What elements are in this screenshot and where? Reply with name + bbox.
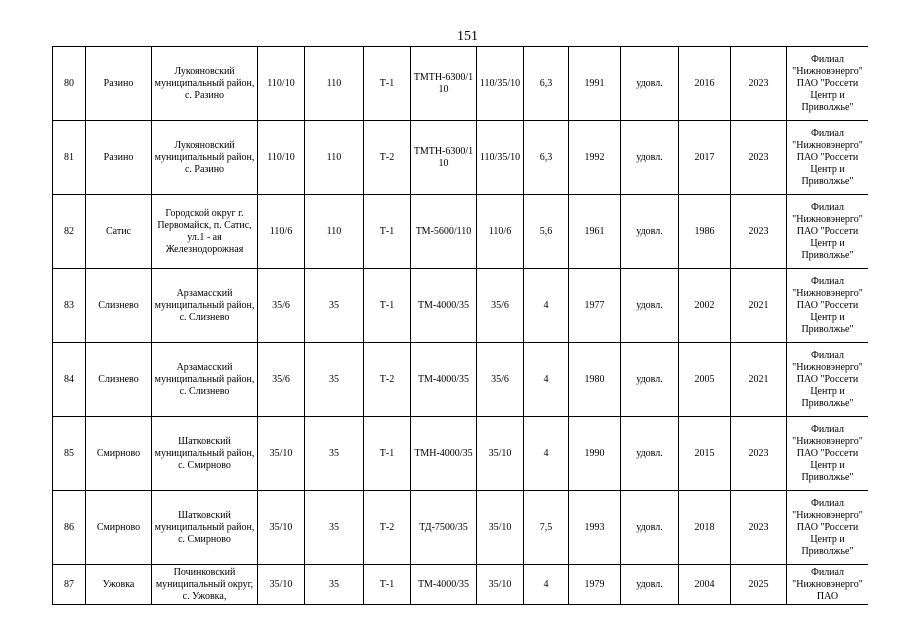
row-number-cell: 86 [53,491,86,565]
transformer-number-cell: Т-1 [364,47,411,121]
owner-cell: Филиал "Нижновэнерго" ПАО "Россети Центр и Приволжье" [787,121,869,195]
transformer-number-cell: Т-2 [364,343,411,417]
condition-cell: удовл. [621,491,679,565]
location-cell: Починковский муниципальный округ, с. Ужовка, [152,565,258,605]
last-repair-year-cell: 2005 [679,343,731,417]
rated-voltage-cell: 35 [305,491,364,565]
voltage-class-cell: 110/10 [258,121,305,195]
transformer-type-cell: ТМТН-6300/110 [411,47,477,121]
substation-name-cell: Слизнево [86,269,152,343]
location-cell: Арзамасский муниципальный район, с. Слизнево [152,343,258,417]
voltage-ratio-cell: 110/35/10 [477,47,524,121]
table-body [53,47,869,605]
owner-cell: Филиал "Нижновэнерго" ПАО "Россети Центр и Приволжье" [787,491,869,565]
last-repair-year-cell: 1986 [679,195,731,269]
transformer-number-cell: Т-2 [364,491,411,565]
transformer-number-cell: Т-2 [364,121,411,195]
transformer-type-cell: ТМ-4000/35 [411,565,477,605]
voltage-class-cell: 110/10 [258,47,305,121]
next-repair-year-cell: 2025 [731,565,787,605]
last-repair-year-cell: 2018 [679,491,731,565]
last-repair-year-cell: 2015 [679,417,731,491]
transformer-type-cell: ТМ-4000/35 [411,343,477,417]
table-row [53,417,869,491]
table-row [53,491,869,565]
year-commissioned-cell: 1961 [569,195,621,269]
voltage-class-cell: 35/10 [258,417,305,491]
rated-voltage-cell: 35 [305,565,364,605]
voltage-ratio-cell: 35/6 [477,343,524,417]
last-repair-year-cell: 2004 [679,565,731,605]
next-repair-year-cell: 2023 [731,417,787,491]
voltage-ratio-cell: 35/10 [477,417,524,491]
condition-cell: удовл. [621,195,679,269]
location-cell: Лукояновский муниципальный район, с. Разино [152,121,258,195]
power-cell: 7,5 [524,491,569,565]
power-cell: 4 [524,565,569,605]
power-cell: 6,3 [524,47,569,121]
page-number: 151 [457,29,478,44]
transformer-number-cell: Т-1 [364,269,411,343]
row-number-cell: 82 [53,195,86,269]
power-cell: 4 [524,343,569,417]
voltage-ratio-cell: 110/35/10 [477,121,524,195]
row-number-cell: 87 [53,565,86,605]
location-cell: Шатковский муниципальный район, с. Смирново [152,417,258,491]
voltage-class-cell: 35/10 [258,491,305,565]
owner-cell: Филиал "Нижновэнерго" ПАО "Россети Центр и Приволжье" [787,195,869,269]
power-cell: 5,6 [524,195,569,269]
location-cell: Арзамасский муниципальный район, с. Слизнево [152,269,258,343]
next-repair-year-cell: 2021 [731,343,787,417]
substation-name-cell: Сатис [86,195,152,269]
next-repair-year-cell: 2021 [731,269,787,343]
location-cell: Городской округ г. Первомайск, п. Сатис, ул.1 - ая Железнодорожная [152,195,258,269]
row-number-cell: 80 [53,47,86,121]
condition-cell: удовл. [621,343,679,417]
rated-voltage-cell: 35 [305,417,364,491]
transformer-type-cell: ТМ-4000/35 [411,269,477,343]
table-row [53,121,869,195]
owner-cell: Филиал "Нижновэнерго" ПАО "Россети Центр и Приволжье" [787,47,869,121]
transformer-number-cell: Т-1 [364,195,411,269]
voltage-class-cell: 35/10 [258,565,305,605]
rated-voltage-cell: 35 [305,269,364,343]
substation-name-cell: Разино [86,47,152,121]
row-number-cell: 85 [53,417,86,491]
next-repair-year-cell: 2023 [731,47,787,121]
power-cell: 6,3 [524,121,569,195]
rated-voltage-cell: 35 [305,343,364,417]
substation-name-cell: Разино [86,121,152,195]
table-row [53,269,869,343]
table-row [53,343,869,417]
substation-name-cell: Смирново [86,417,152,491]
year-commissioned-cell: 1980 [569,343,621,417]
rated-voltage-cell: 110 [305,121,364,195]
table-row [53,195,869,269]
transformer-type-cell: ТМТН-6300/110 [411,121,477,195]
voltage-class-cell: 35/6 [258,343,305,417]
power-cell: 4 [524,269,569,343]
condition-cell: удовл. [621,121,679,195]
voltage-class-cell: 35/6 [258,269,305,343]
voltage-ratio-cell: 110/6 [477,195,524,269]
voltage-ratio-cell: 35/10 [477,565,524,605]
owner-cell: Филиал "Нижновэнерго" ПАО [787,565,869,605]
last-repair-year-cell: 2017 [679,121,731,195]
transformer-number-cell: Т-1 [364,565,411,605]
next-repair-year-cell: 2023 [731,195,787,269]
row-number-cell: 83 [53,269,86,343]
owner-cell: Филиал "Нижновэнерго" ПАО "Россети Центр и Приволжье" [787,417,869,491]
owner-cell: Филиал "Нижновэнерго" ПАО "Россети Центр и Приволжье" [787,343,869,417]
condition-cell: удовл. [621,565,679,605]
condition-cell: удовл. [621,269,679,343]
year-commissioned-cell: 1979 [569,565,621,605]
voltage-ratio-cell: 35/6 [477,269,524,343]
year-commissioned-cell: 1977 [569,269,621,343]
year-commissioned-cell: 1992 [569,121,621,195]
location-cell: Шатковский муниципальный район, с. Смирново [152,491,258,565]
substation-name-cell: Слизнево [86,343,152,417]
transformer-type-cell: ТМ-5600/110 [411,195,477,269]
substation-name-cell: Ужовка [86,565,152,605]
last-repair-year-cell: 2002 [679,269,731,343]
transformer-type-cell: ТМН-4000/35 [411,417,477,491]
row-number-cell: 84 [53,343,86,417]
location-cell: Лукояновский муниципальный район, с. Разино [152,47,258,121]
table-row [53,47,869,121]
substation-transformer-table [52,46,868,605]
year-commissioned-cell: 1993 [569,491,621,565]
substation-name-cell: Смирново [86,491,152,565]
row-number-cell: 81 [53,121,86,195]
voltage-class-cell: 110/6 [258,195,305,269]
year-commissioned-cell: 1991 [569,47,621,121]
next-repair-year-cell: 2023 [731,491,787,565]
year-commissioned-cell: 1990 [569,417,621,491]
table-container [52,46,868,612]
rated-voltage-cell: 110 [305,47,364,121]
transformer-number-cell: Т-1 [364,417,411,491]
rated-voltage-cell: 110 [305,195,364,269]
table-row [53,565,869,605]
owner-cell: Филиал "Нижновэнерго" ПАО "Россети Центр и Приволжье" [787,269,869,343]
power-cell: 4 [524,417,569,491]
transformer-type-cell: ТД-7500/35 [411,491,477,565]
voltage-ratio-cell: 35/10 [477,491,524,565]
last-repair-year-cell: 2016 [679,47,731,121]
condition-cell: удовл. [621,47,679,121]
next-repair-year-cell: 2023 [731,121,787,195]
condition-cell: удовл. [621,417,679,491]
